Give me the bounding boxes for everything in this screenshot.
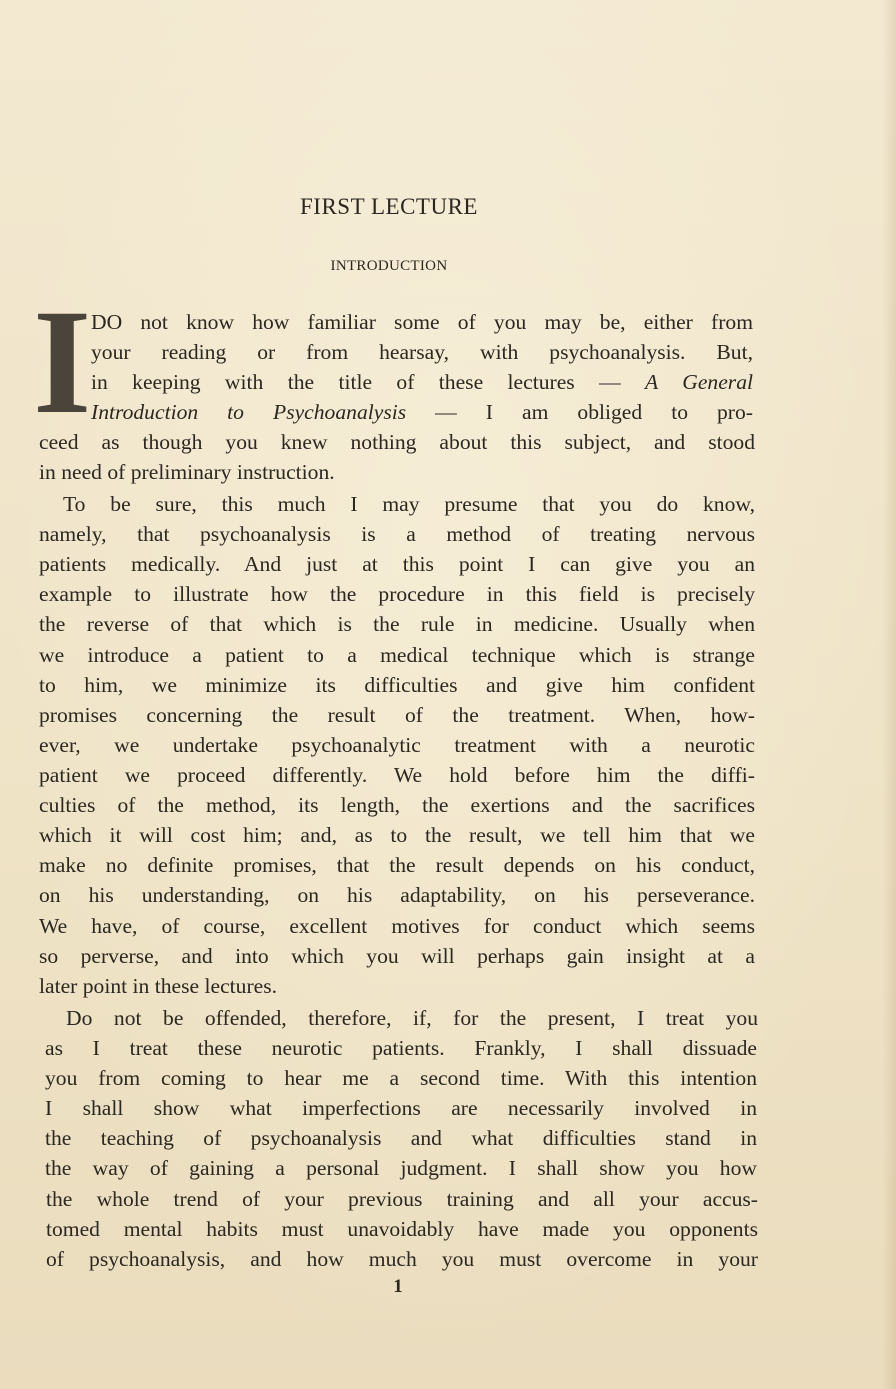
book-title-italic: Introduction to Psychoanalysis bbox=[91, 400, 407, 424]
text-line: of psychoanalysis, and how much you must overcome in your bbox=[46, 1247, 758, 1271]
text-line: ceed as though you knew nothing about this subject, and stood bbox=[39, 430, 755, 454]
text-line bbox=[91, 367, 753, 397]
drop-cap: I bbox=[33, 279, 92, 445]
text-line: the teaching of psychoanalysis and what difficulties stand in bbox=[45, 1126, 757, 1150]
text-line: We have, of course, excellent motives for conduct which seems bbox=[39, 914, 755, 938]
text-line: patients medically. And just at this point I can give you an bbox=[39, 552, 755, 576]
text-line: the way of gaining a personal judgment. I shall show you how bbox=[45, 1156, 757, 1180]
text-line: your reading or from hearsay, with psychoanalysis. But, bbox=[91, 340, 753, 364]
text-line: namely, that psychoanalysis is a method of treating nervous bbox=[39, 522, 755, 546]
text-line: culties of the method, its length, the exertions and the sacrifices bbox=[39, 793, 755, 817]
page-number: 1 bbox=[393, 1276, 403, 1297]
text-line: tomed mental habits must unavoidably have made you opponents bbox=[46, 1217, 758, 1241]
text-line: as I treat these neurotic patients. Frankly, I shall dissuade bbox=[45, 1036, 757, 1060]
text-line: I shall show what imperfections are necessarily involved in bbox=[45, 1096, 757, 1120]
chapter-title: FIRST LECTURE bbox=[300, 194, 478, 219]
text-line bbox=[91, 397, 753, 427]
text-line: to him, we minimize its difficulties and give him confident bbox=[39, 673, 755, 697]
text-line: make no definite promises, that the result depends on his conduct, bbox=[39, 853, 755, 877]
page-edge-shadow bbox=[882, 0, 896, 1389]
text-line: promises concerning the result of the treatment. When, how- bbox=[39, 703, 755, 727]
text-line: Do not be offended, therefore, if, for the present, I treat you bbox=[66, 1006, 758, 1030]
text-segment: in keeping with the title of these lectures — bbox=[91, 370, 646, 394]
text-line: the reverse of that which is the rule in medicine. Usually when bbox=[39, 612, 755, 636]
text-line: so perverse, and into which you will perhaps gain insight at a bbox=[39, 944, 755, 968]
text-line: To be sure, this much I may presume that you do know, bbox=[63, 492, 755, 516]
text-line: example to illustrate how the procedure in this field is precisely bbox=[39, 582, 755, 606]
text-line: DO not know how familiar some of you may be, either from bbox=[91, 310, 753, 334]
text-line: ever, we undertake psychoanalytic treatment with a neurotic bbox=[39, 733, 755, 757]
text-line: on his understanding, on his adaptability, on his perseverance. bbox=[39, 883, 755, 907]
text-line: patient we proceed differently. We hold before him the diffi- bbox=[39, 763, 755, 787]
text-line: we introduce a patient to a medical technique which is strange bbox=[39, 643, 755, 667]
text-line: which it will cost him; and, as to the result, we tell him that we bbox=[39, 823, 755, 847]
text-line: you from coming to hear me a second time. With this intention bbox=[45, 1066, 757, 1090]
text-line: the whole trend of your previous training and all your accus- bbox=[46, 1187, 758, 1211]
text-segment: — I am obliged to pro- bbox=[406, 400, 753, 424]
book-title-italic: A General bbox=[645, 370, 753, 394]
text-line: later point in these lectures. bbox=[39, 974, 278, 998]
chapter-subtitle: INTRODUCTION bbox=[330, 258, 448, 274]
text-line: in need of preliminary instruction. bbox=[39, 460, 335, 484]
